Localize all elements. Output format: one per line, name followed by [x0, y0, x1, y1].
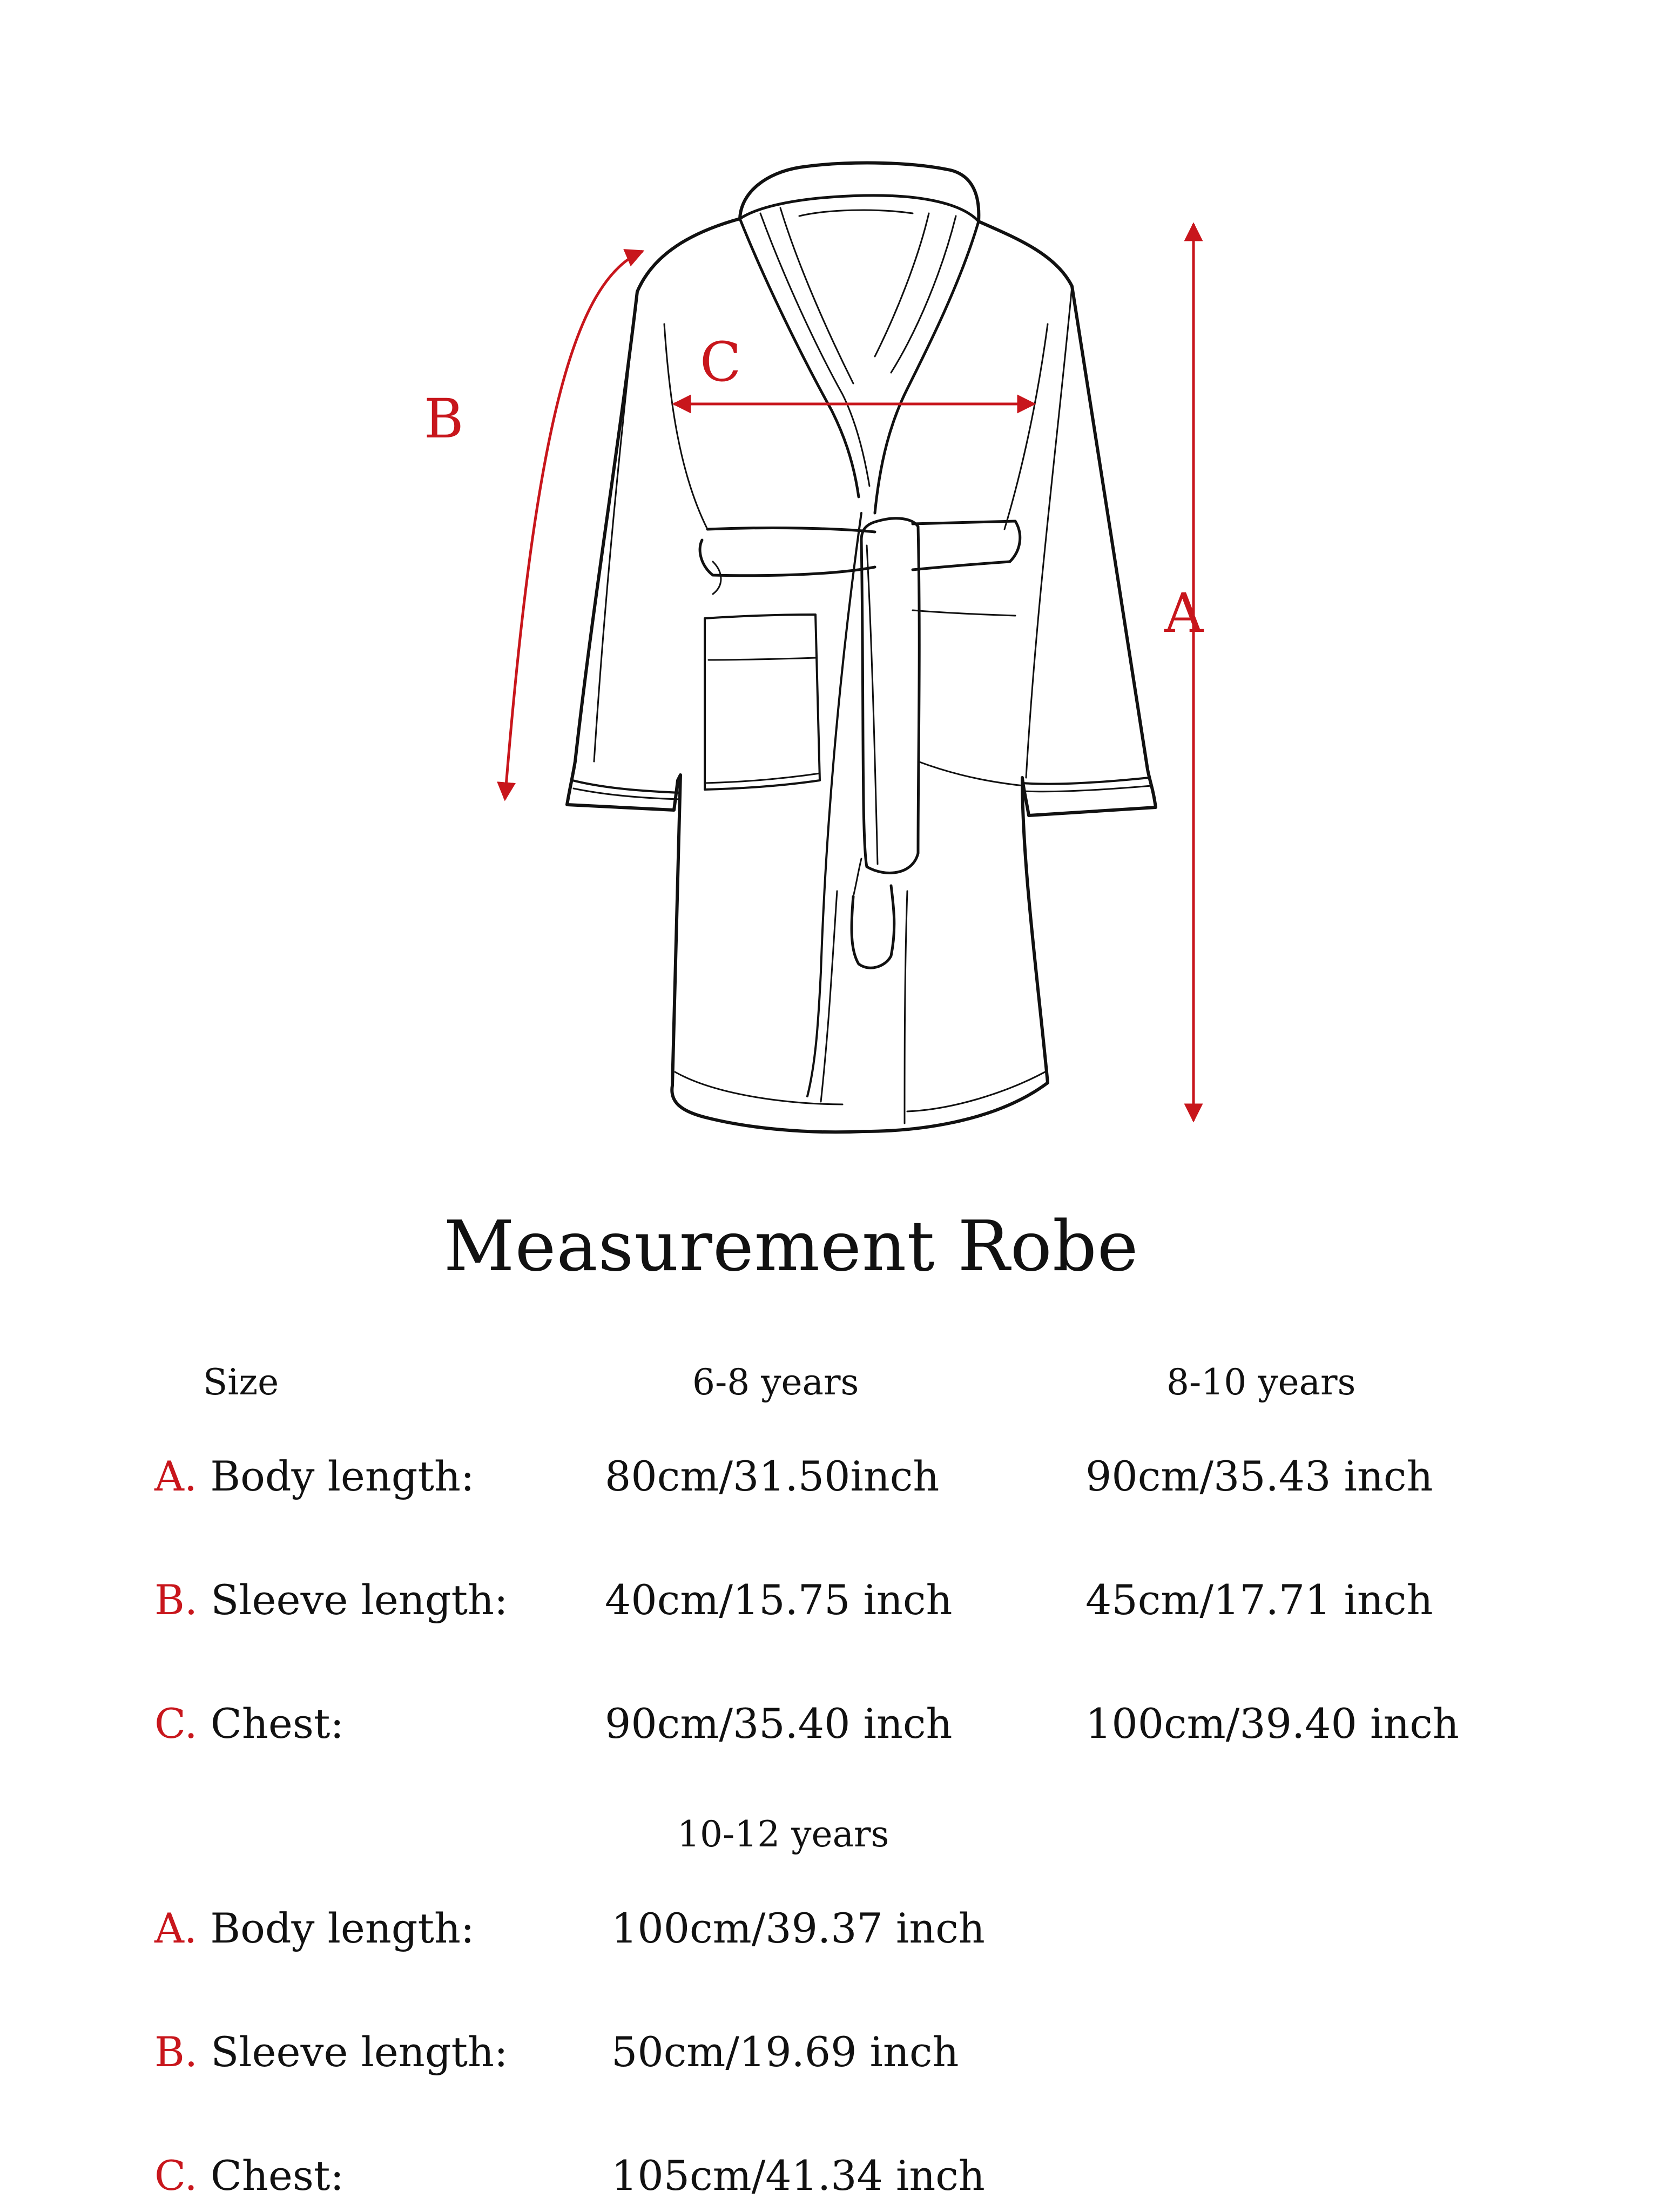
- col-header-8-10: 8-10 years: [1166, 1361, 1356, 1403]
- row-value: 100cm/39.40 inch: [1085, 1700, 1459, 1748]
- row-label: Chest:: [210, 1700, 345, 1748]
- row-letter: A.: [154, 1452, 198, 1500]
- row-value: 90cm/35.43 inch: [1085, 1452, 1433, 1500]
- row-letter: C.: [154, 1700, 198, 1748]
- row-value: 100cm/39.37 inch: [611, 1904, 985, 1952]
- size-header: Size: [203, 1361, 279, 1403]
- row-label: Body length:: [210, 1904, 475, 1952]
- label-a: A: [1164, 582, 1204, 645]
- row-letter: C.: [154, 2152, 198, 2200]
- page-title: Measurement Robe: [443, 1206, 1139, 1287]
- row-value: 90cm/35.40 inch: [605, 1700, 953, 1748]
- row-label: Sleeve length:: [211, 2028, 508, 2076]
- label-b: B: [424, 387, 464, 450]
- row-letter: B.: [154, 2028, 198, 2076]
- label-c: C: [700, 331, 741, 394]
- row-letter: A.: [154, 1904, 198, 1952]
- row-value: 80cm/31.50inch: [605, 1452, 940, 1500]
- row-letter: B.: [154, 1576, 198, 1624]
- row-value: 40cm/15.75 inch: [605, 1576, 953, 1624]
- row-label: Chest:: [210, 2152, 345, 2200]
- col-header-6-8: 6-8 years: [692, 1361, 859, 1403]
- row-value: 50cm/19.69 inch: [611, 2028, 959, 2076]
- robe-outline: [567, 163, 1156, 1132]
- row-value: 45cm/17.71 inch: [1085, 1576, 1433, 1624]
- arrow-b: [505, 251, 643, 799]
- row-label: Body length:: [210, 1452, 475, 1500]
- col-header-10-12: 10-12 years: [677, 1813, 889, 1855]
- row-value: 105cm/41.34 inch: [611, 2152, 985, 2200]
- row-label: Sleeve length:: [211, 1576, 508, 1624]
